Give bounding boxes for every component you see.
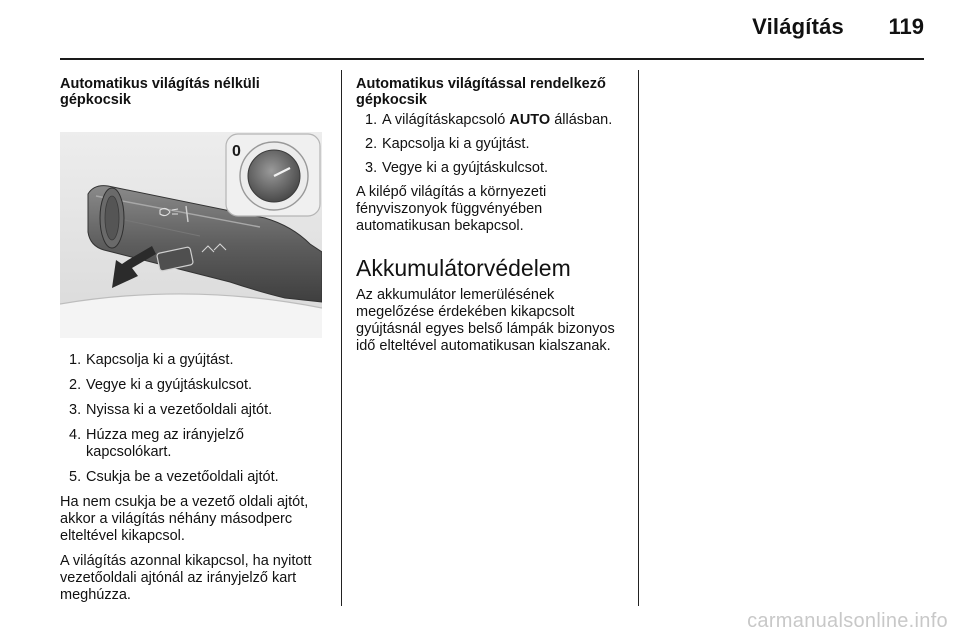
page-number: 119 xyxy=(888,14,924,39)
section-title-battery-protection: Akkumulátorvédelem xyxy=(356,255,571,281)
step-item: 4. Húzza meg az irányjelző kapcsolókart. xyxy=(69,427,244,460)
step-item: 5. Csukja be a vezetőoldali ajtót. xyxy=(69,469,279,485)
subheading-no-auto-light: Automatikus világítás nélküli gépkocsik xyxy=(60,76,260,108)
subheading-auto-light: Automatikus világítással rendelkező gépkocsik xyxy=(356,76,606,108)
step-item: 1. A világításkapcsoló AUTO állásban. xyxy=(365,112,613,128)
paragraph-battery-protection: Az akkumulátor lemerülésének megelőzése érdekében kikapcsolt gyújtásnál egyes belső lámpák bizonyos idő elteltével automatikusan kialszanak. xyxy=(356,287,615,354)
column-divider-right xyxy=(638,70,639,606)
step-item: 2. Vegye ki a gyújtáskulcsot. xyxy=(69,377,253,393)
paragraph-exit-lighting: A kilépő világítás a környezeti fényviszonyok függvényében automatikusan bekapcsol. xyxy=(356,184,547,234)
watermark: carmanualsonline.info xyxy=(747,610,948,632)
switch-position-label: 0 xyxy=(232,143,241,160)
step-item: 1. Kapcsolja ki a gyújtást. xyxy=(69,352,234,368)
header-rule xyxy=(60,58,924,60)
page-header-title: Világítás xyxy=(752,14,844,39)
steps-list-left xyxy=(60,352,332,486)
steps-list-right xyxy=(356,112,628,177)
right-column xyxy=(356,76,628,363)
column-divider-left xyxy=(341,70,342,606)
paragraph-lever-pull: A világítás azonnal kikapcsol, ha nyitott vezetőoldali ajtónál az irányjelző kart meghúzza. xyxy=(60,553,312,603)
step-item: 3. Nyissa ki a vezetőoldali ajtót. xyxy=(69,402,273,418)
step-item: 3. Vegye ki a gyújtáskulcsot. xyxy=(365,160,549,176)
step-item: 2. Kapcsolja ki a gyújtást. xyxy=(365,136,530,152)
paragraph-door-timeout: Ha nem csukja be a vezető oldali ajtót, akkor a világítás néhány másodperc elteltével kikapcsol. xyxy=(60,494,309,544)
left-column xyxy=(60,76,332,612)
auto-keyword: AUTO xyxy=(509,112,551,128)
light-switch-lever-illustration xyxy=(60,132,322,338)
